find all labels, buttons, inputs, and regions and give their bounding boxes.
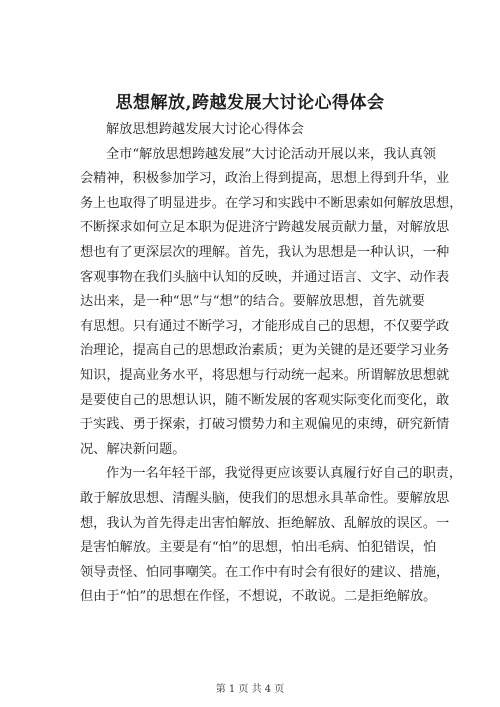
paragraph-line: 但由于“怕”的思想在作怪，不想说，不敢说。二是拒绝解放。	[80, 589, 437, 605]
paragraph-line: 想也有了更深层次的理解。首先，我认为思想是一种认识，一种	[80, 244, 450, 260]
paragraph-line: 是害怕解放。主要是有“怕”的思想，怕出毛病、怕犯错误，怕	[80, 540, 437, 556]
paragraph-line: 治理论，提高自己的思想政治素质；更为关键的是还要学习业务	[80, 343, 450, 359]
paragraph-line: 领导责怪、怕同事嘲笑。在工作中有时会有很好的建议、措施，	[80, 564, 450, 580]
paragraph-line: 不断探求如何立足本职为促进济宁跨越发展贡献力量，对解放思	[80, 220, 450, 236]
paragraph-line: 是要使自己的思想认识，随不断发展的客观实际变化而变化，敢	[80, 392, 450, 408]
paragraph-line: 敢于解放思想、清醒头脑，使我们的思想永具革命性。要解放思	[80, 490, 450, 506]
paragraph-line: 全市“解放思想跨越发展”大讨论活动开展以来，我认真领	[106, 146, 436, 162]
paragraph-line: 会精神，积极参加学习，政治上得到提高，思想上得到升华，业	[80, 171, 450, 187]
paragraph-line: 知识，提高业务水平，将思想与行动统一起来。所谓解放思想就	[80, 367, 450, 383]
document-body	[80, 118, 463, 610]
paragraph-line: 务上也取得了明显进步。在学习和实践中不断思索如何解放思想，	[80, 195, 463, 211]
paragraph-line: 有思想。只有通过不断学习，才能形成自己的思想，不仅要学政	[80, 318, 450, 334]
paragraph-line: 于实践、勇于探索，打破习惯势力和主观偏见的束缚，研究新情	[80, 417, 450, 433]
paragraph-line: 作为一名年轻干部，我觉得更应该要认真履行好自己的职责，	[106, 466, 463, 482]
paragraph-line: 达出来，是一种“思”与“想”的结合。要解放思想，首先就要	[80, 294, 425, 310]
paragraph-line: 况、解决新问题。	[80, 441, 186, 457]
document-title: 思想解放,跨越发展大讨论心得体会	[115, 93, 385, 113]
paragraph-line: 客观事物在我们头脑中认知的反映，并通过语言、文字、动作表	[80, 269, 450, 285]
subtitle-line: 解放思想跨越发展大讨论心得体会	[106, 122, 304, 137]
paragraph-line: 想，我认为首先得走出害怕解放、拒绝解放、乱解放的误区。一	[80, 515, 450, 531]
page-footer: 第 1 页 共 4 页	[215, 684, 285, 695]
